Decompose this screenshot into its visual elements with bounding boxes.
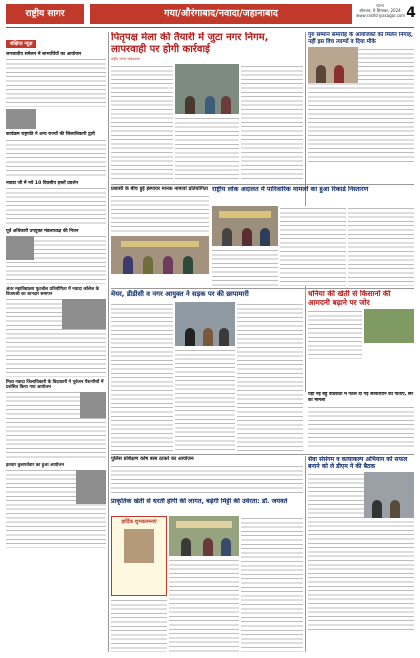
brief-photo [62,299,106,329]
section-divider [111,288,414,289]
brand-logo: राष्ट्रीय सागर [6,4,84,24]
right-tiger-story [308,392,414,452]
college-headline: प्रशासी के बीच हुई इंस्पायर मानक नामावां प्रतियोगिता [111,186,208,192]
masthead [0,0,420,30]
lead-body [241,64,303,182]
brief-item [6,229,106,284]
brief-photo [6,236,34,260]
college-body [111,194,209,234]
left-column [6,30,106,652]
brief-body [6,138,106,178]
right-top-headline: गुरु सम्मान समारोह के आयोजकों को मिलेन निगाह, नहीं इस विच त्याग्यों व दिया मौके [308,32,414,45]
brief-headline: नवाडा जी में नये 10 दिवसीय हस्तों प्रदर्शन [6,180,78,186]
edition-date: सोमवार, 9 सितम्बर, 2024 [359,8,401,13]
masthead-rule [6,27,414,28]
college-story [111,186,209,286]
police-body [111,464,303,494]
road-headline: मेयर, डीडीसी व नगर आयुक्त ने सड़क पर की छापामारी [111,290,249,298]
right-farming-body [308,309,362,359]
college-photo [111,236,209,274]
right-farming-story [308,290,414,390]
lead-body [175,116,239,182]
nature-story [111,498,303,652]
lok-adalat-body [348,206,414,286]
brief-headline: जनजातीय समेलन में लाभार्थियों का आयोजन [6,52,82,57]
nature-headline: प्राकृतिक खेती से धरती होगी की लागत, बढ़ेगी मिट्टी की उर्वरता: डॉ. जयवर्त [111,498,288,505]
brief-item [6,287,106,377]
column-divider [305,456,306,652]
police-story [111,456,303,496]
nature-body [241,516,303,652]
lok-adalat-body [280,206,346,286]
road-photo [175,302,235,346]
column-divider [108,32,109,652]
brief-headline: अंतर महाविद्यालय फुटबॉल प्रतियोगिता में नवादा कॉलेज के विजयश्री का शानदार समापन [6,287,99,298]
nature-body [111,598,167,652]
right-top-photo [308,47,358,83]
brief-item [6,52,106,107]
right-tiger-body [308,405,414,447]
lead-headline: पितृपक्ष मेला की तैयारी में जुटा नगर निगम, लापरवाही पर होगी कार्रवाई [111,32,269,55]
right-bottom-headline: सेवा संसंगम व कायाकल्प अभियान को सफल बनाने को ले डीएम ने की बैठक [308,456,408,470]
road-story [111,290,303,452]
right-bottom-story [308,456,414,652]
edition-site: www.rashtriyasagar.com [356,13,406,18]
brief-item [6,181,106,226]
road-body [175,348,235,452]
right-tiger-headline: यहाँ नई बहु वैदिकता में गठल दी गई सरकारीनि की पाताऐं, छर का मामला [308,392,414,403]
lead-body [111,64,173,182]
advert-title: हार्दिक शुभकामनाएं [121,519,157,525]
lead-photo [175,64,239,114]
section-divider [111,454,414,455]
advert-box [111,516,167,596]
brief-body [6,186,106,226]
road-body [237,302,303,452]
nature-photo [169,516,239,556]
brief-body [6,57,106,107]
right-farming-photo [364,309,414,343]
road-body [111,302,173,452]
nature-body [169,558,239,652]
page-number: 4 [406,5,416,21]
brief-photo [76,470,106,504]
brief-photo [6,109,36,129]
lok-adalat-headline: राष्ट्रीय लोक अदालत में पारिवारिक मामलों का हुआ रिकार्ड निस्तारण [212,186,369,193]
section-divider [111,184,414,185]
lok-adalat-photo [212,206,278,246]
briefs-kicker: संक्षिप्त न्यूज़ [6,40,36,48]
right-farming-headline: धनिया की खेती से किसानों की आमदनी बढ़ाने पर जोर [308,290,391,307]
brief-headline: कार्यक्रम राष्ट्रपति ने अन्य राज्यों की जिलाधिकारी द्वारी [6,132,95,138]
brief-photo [80,392,106,418]
lead-byline: राष्ट्रीय सागर संवाददाता [111,57,140,61]
brief-headline: पूर्व अधिकारी उपयुक्त मंडलाध्यक्ष की निधन [6,228,79,234]
brief-item [6,380,106,460]
brief-item [6,463,106,548]
right-top-story [308,32,414,182]
advert-photo [124,529,154,563]
right-bottom-photo [364,472,414,518]
lok-adalat-story [212,186,414,286]
edition-date-block [356,3,404,18]
brief-item [6,132,106,177]
police-headline: पुलिस प्रशिक्षण कोष बास ठाकरे का आयोजन [111,456,194,462]
brief-headline: इतवार कुलपर्ववार का हुआ आयोजन [6,463,64,469]
lok-adalat-body [212,248,278,286]
lead-story [111,32,303,182]
brief-headline: मिला नवादा जिलाधिकारी के विदाकारी ने पूर्वजन पेंशनरियों में प्रशंसित किया गया आयोजन [6,380,104,391]
edition-issue: पटना [376,3,384,8]
edition-cities: गया/औरंगाबाद/नवादा/जहानाबाद [90,4,352,24]
